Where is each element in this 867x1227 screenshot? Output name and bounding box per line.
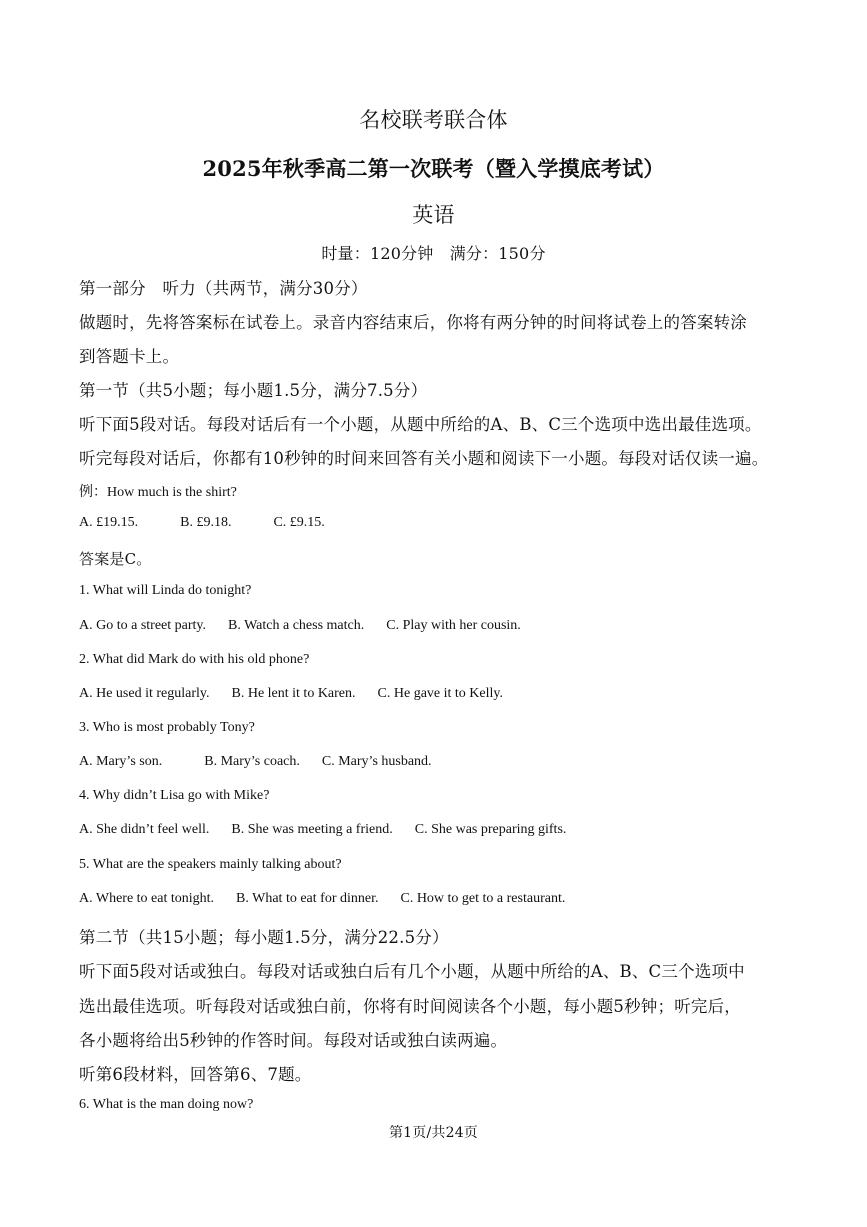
example-answer: 答案是C。 [79, 550, 152, 568]
time-and-score: 时量：120分钟 满分：150分 [321, 244, 546, 263]
question-4-option-a: A. She didn’t feel well. [79, 822, 210, 837]
section2-instruction-line3: 各小题将给出5秒钟的作答时间。每段对话或独白读两遍。 [79, 1031, 508, 1050]
question-2-option-b: B. He lent it to Karen. [231, 686, 356, 701]
question-5-options [79, 891, 819, 907]
question-5-option-a: A. Where to eat tonight. [79, 891, 215, 906]
question-3: 3. Who is most probably Tony? [79, 720, 255, 735]
question-4: 4. Why didn’t Lisa go with Mike? [79, 788, 270, 803]
org-title: 名校联考联合体 [359, 108, 508, 132]
question-4-options [79, 822, 819, 838]
question-6: 6. What is the man doing now? [79, 1097, 254, 1112]
section2-instruction-line2: 选出最佳选项。听每段对话或独白前，你将有时间阅读各个小题，每小题5秒钟；听完后， [79, 997, 741, 1016]
part1-heading: 第一部分 听力（共两节，满分30分） [79, 279, 368, 298]
question-1-option-c: C. Play with her cousin. [386, 618, 521, 633]
subject-title: 英语 [412, 203, 455, 227]
part1-instruction-line1: 做题时，先将答案标在试卷上。录音内容结束后，你将有两分钟的时间将试卷上的答案转涂 [79, 313, 747, 332]
question-2: 2. What did Mark do with his old phone? [79, 652, 310, 667]
example-question: 例：How much is the shirt? [79, 485, 237, 500]
section2-instruction-line1: 听下面5段对话或独白。每段对话或独白后有几个小题，从题中所给的A、B、C三个选项中 [79, 962, 745, 981]
question-4-option-c: C. She was preparing gifts. [414, 822, 567, 837]
example-option-b: B. £9.18. [180, 515, 232, 530]
question-5-option-b: B. What to eat for dinner. [236, 891, 379, 906]
question-3-option-c: C. Mary’s husband. [321, 754, 432, 769]
section1-heading: 第一节（共5小题；每小题1.5分，满分7.5分） [79, 381, 428, 400]
part1-instruction-line2: 到答题卡上。 [79, 347, 180, 366]
question-1-options [79, 618, 819, 634]
section2-heading: 第二节（共15小题；每小题1.5分，满分22.5分） [79, 928, 449, 947]
question-1: 1. What will Linda do tonight? [79, 583, 252, 598]
question-4-option-b: B. She was meeting a friend. [231, 822, 393, 837]
exam-title: 2025年秋季高二第一次联考（暨入学摸底考试） [202, 156, 665, 181]
page-number: 第1页/共24页 [388, 1125, 479, 1141]
question-5-option-c: C. How to get to a restaurant. [400, 891, 566, 906]
section1-instruction-line2: 听完每段对话后，你都有10秒钟的时间来回答有关小题和阅读下一小题。每段对话仅读一遍。 [79, 449, 769, 468]
question-3-option-a: A. Mary’s son. [79, 754, 163, 769]
example-option-c: C. £9.15. [273, 515, 325, 530]
question-1-option-b: B. Watch a chess match. [228, 618, 365, 633]
material-6-instruction: 听第6段材料，回答第6、7题。 [79, 1065, 312, 1084]
question-1-option-a: A. Go to a street party. [79, 618, 206, 633]
question-2-options [79, 686, 819, 702]
question-2-option-a: A. He used it regularly. [79, 686, 210, 701]
question-3-option-b: B. Mary’s coach. [204, 754, 300, 769]
example-options [79, 515, 819, 531]
question-2-option-c: C. He gave it to Kelly. [377, 686, 503, 701]
section1-instruction-line1: 听下面5段对话。每段对话后有一个小题，从题中所给的A、B、C三个选项中选出最佳选项。 [79, 415, 762, 434]
question-3-options [79, 754, 819, 770]
example-option-a: A. £19.15. [79, 515, 139, 530]
question-5: 5. What are the speakers mainly talking about? [79, 857, 342, 872]
